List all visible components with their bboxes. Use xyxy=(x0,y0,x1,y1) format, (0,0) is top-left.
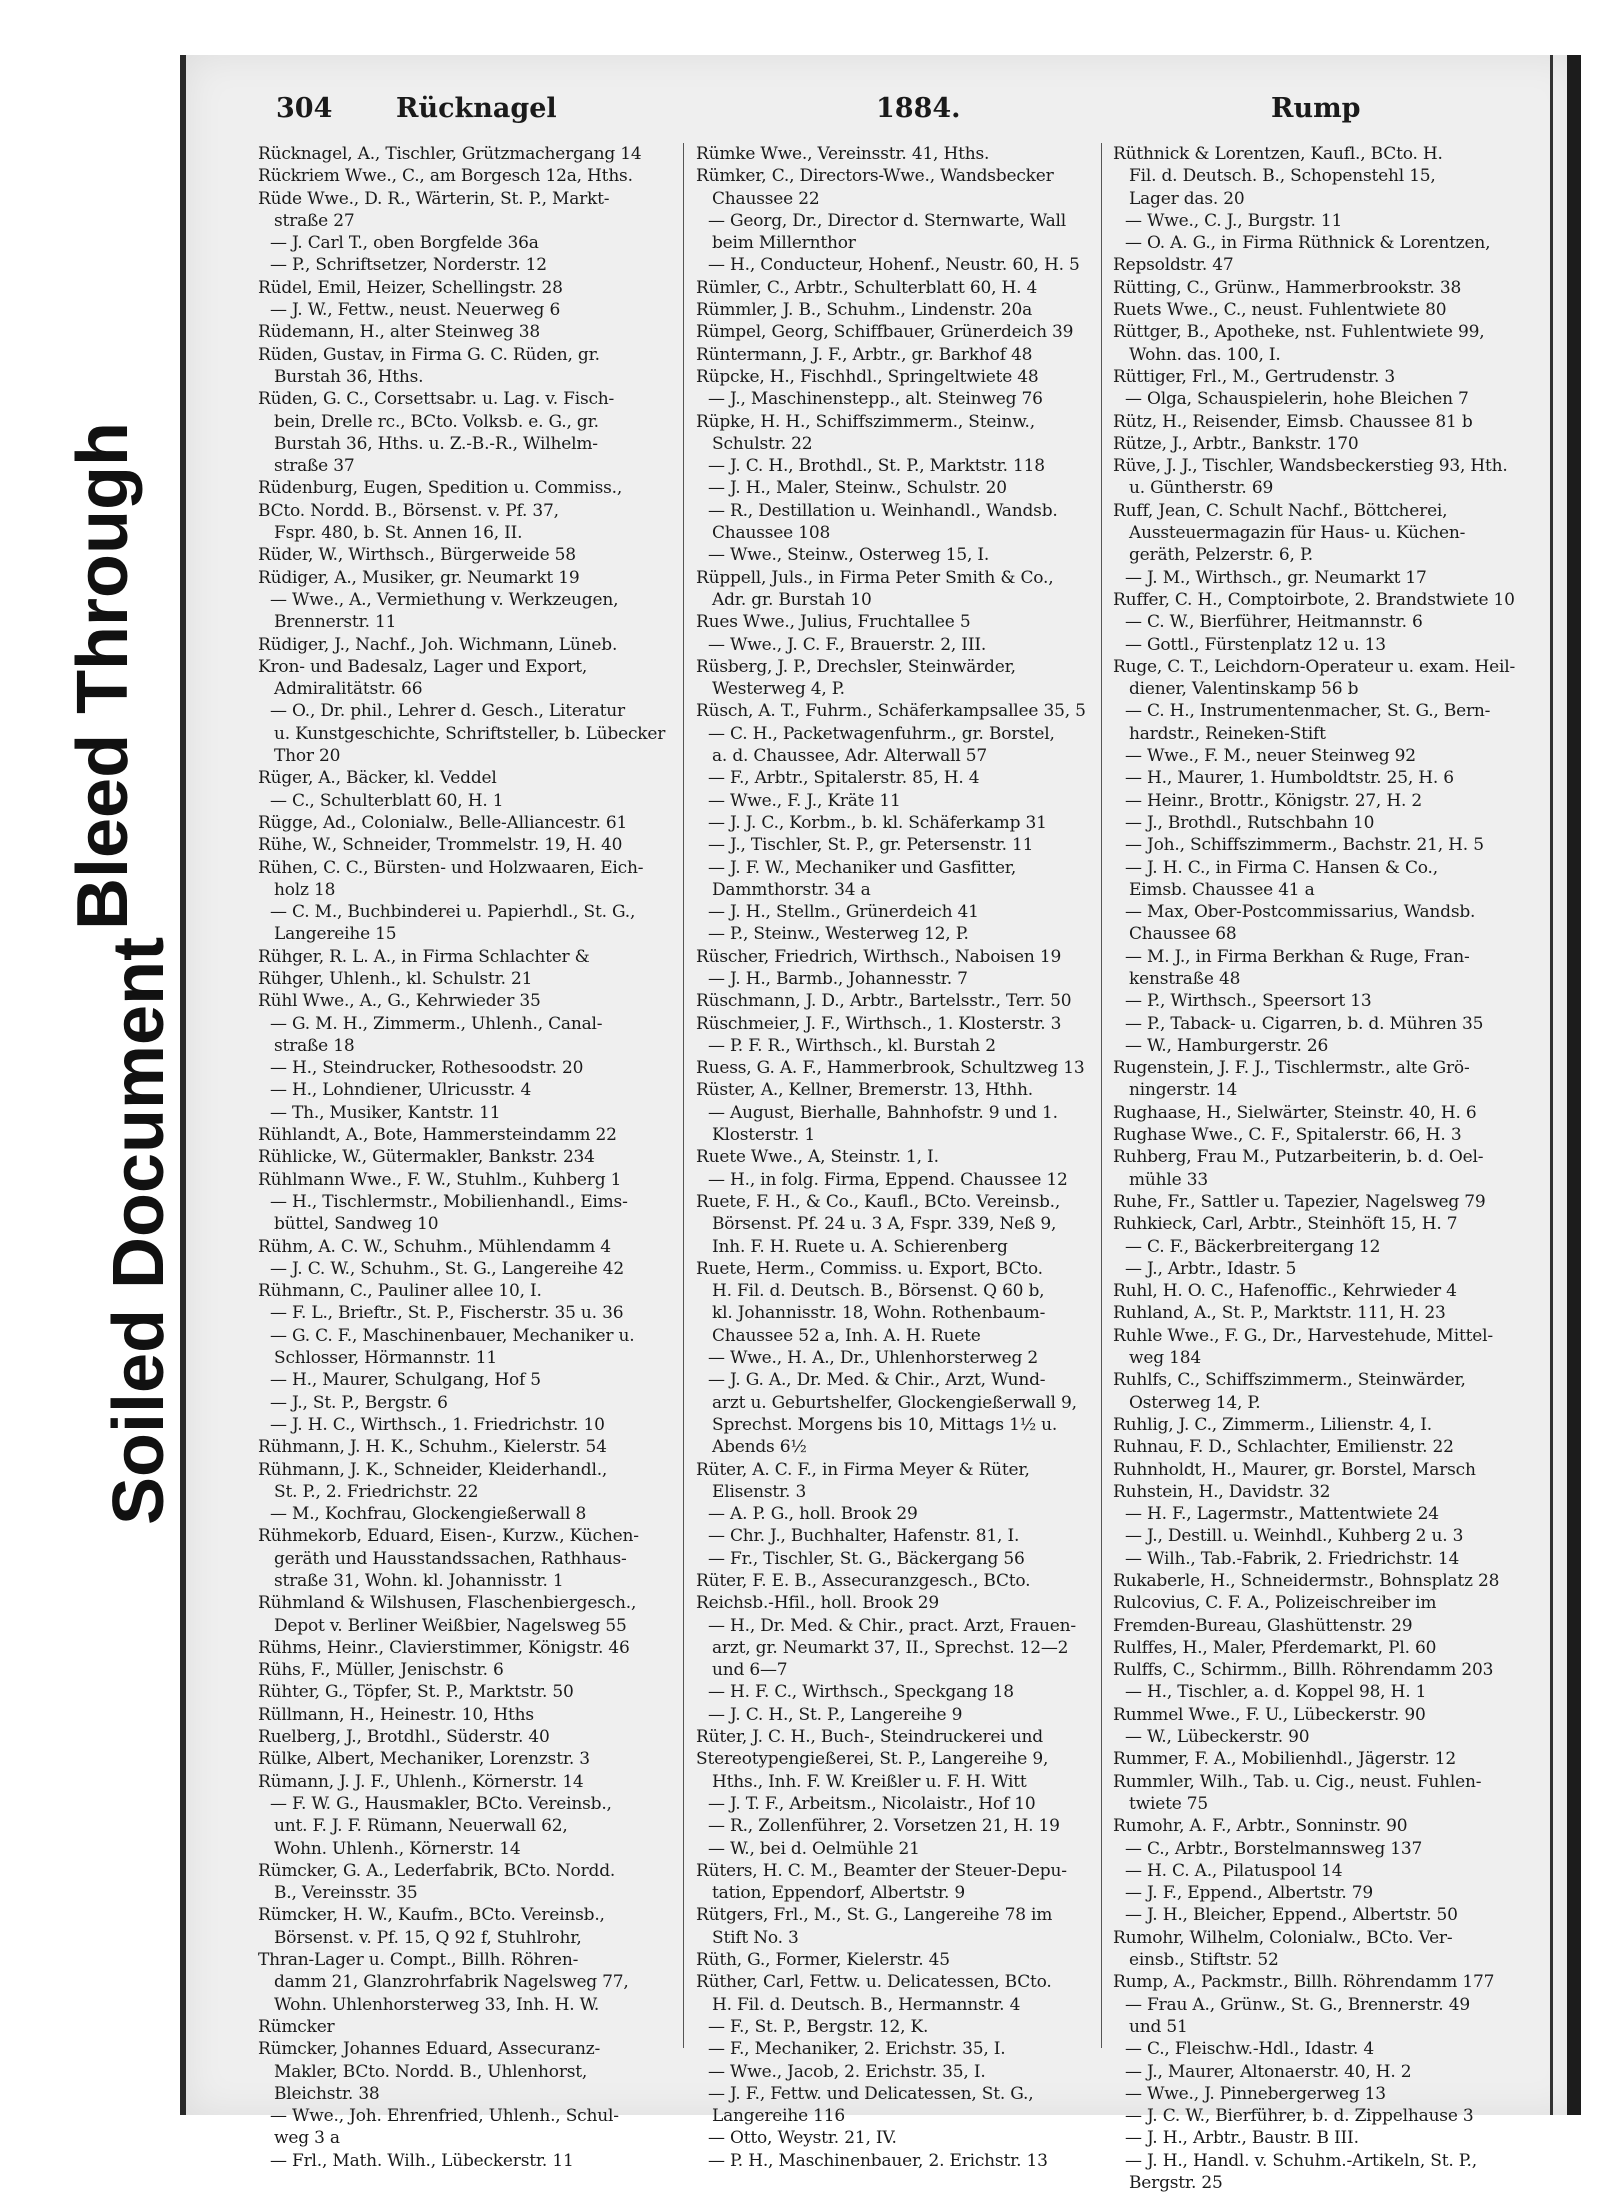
directory-entry-line: mühle 33 xyxy=(1129,1169,1208,1190)
directory-entry-line: Ruff, Jean, C. Schult Nachf., Böttcherei, xyxy=(1113,500,1448,521)
directory-entry-line: Börsenst. v. Pf. 15, Q 92 f, Stuhlrohr, xyxy=(274,1927,582,1948)
directory-entry-line: Ruhstein, H., Davidstr. 32 xyxy=(1113,1481,1331,1502)
directory-entry-line: Rüdemann, H., alter Steinweg 38 xyxy=(258,322,540,343)
directory-entry-line: — J., Tischler, St. P., gr. Petersenstr. 11 xyxy=(708,835,1034,856)
directory-column-1 xyxy=(258,143,673,2172)
directory-entry-line: Bleichstr. 38 xyxy=(274,2083,380,2104)
directory-entry-line: — H., in folg. Firma, Eppend. Chaussee 12 xyxy=(708,1169,1068,1190)
directory-entry-line: Ruhlfs, C., Schiffszimmerm., Steinwärder, xyxy=(1113,1370,1466,1391)
directory-entry-line: — Olga, Schauspielerin, hohe Bleichen 7 xyxy=(1125,389,1469,410)
directory-entry-line: — H. F. C., Wirthsch., Speckgang 18 xyxy=(708,1682,1014,1703)
directory-entry-line: — H., Tischler, a. d. Koppel 98, H. 1 xyxy=(1125,1682,1427,1703)
directory-entry-line: — P., Taback- u. Cigarren, b. d. Mühren 35 xyxy=(1125,1013,1484,1034)
directory-entry-line: Rues Wwe., Julius, Fruchtallee 5 xyxy=(696,612,971,633)
directory-entry-line: Rüdiger, A., Musiker, gr. Neumarkt 19 xyxy=(258,567,580,588)
directory-entry-line: — P. F. R., Wirthsch., kl. Burstah 2 xyxy=(708,1035,996,1056)
directory-entry-line: — J. H. C., Wirthsch., 1. Friedrichstr. 10 xyxy=(270,1414,605,1435)
directory-entry-line: Rüter, J. C. H., Buch-, Steindruckerei und xyxy=(696,1727,1043,1748)
directory-entry-line: Rüder, W., Wirthsch., Bürgerweide 58 xyxy=(258,545,576,566)
directory-entry-line: Rümmler, J. B., Schuhm., Lindenstr. 20a xyxy=(696,300,1033,321)
directory-column-2 xyxy=(696,143,1111,2172)
directory-entry-line: Sprechst. Morgens bis 10, Mittags 1½ u. xyxy=(712,1414,1058,1435)
directory-entry-line: — F. W. G., Hausmakler, BCto. Vereinsb., xyxy=(270,1793,612,1814)
directory-entry-line: Rücknagel, A., Tischler, Grützmachergang 14 xyxy=(258,144,642,164)
directory-entry-line: — J. F., Fettw. und Delicatessen, St. G., xyxy=(708,2083,1034,2104)
directory-entry-line: — H., Tischlermstr., Mobilienhandl., Eims- xyxy=(270,1191,628,1212)
directory-entry-line: Rütting, C., Grünw., Hammerbrookstr. 38 xyxy=(1113,277,1462,298)
directory-entry-line: — H. F., Lagermstr., Mattentwiete 24 xyxy=(1125,1504,1439,1525)
directory-entry-line: beim Millernthor xyxy=(712,233,856,254)
directory-entry-line: Rüter, F. E. B., Assecuranzgesch., BCto. xyxy=(696,1571,1031,1591)
directory-entry-line: Bergstr. 25 xyxy=(1129,2173,1223,2194)
directory-entry-line: geräth, Pelzerstr. 6, P. xyxy=(1129,545,1313,566)
directory-entry-line: Rückriem Wwe., C., am Borgesch 12a, Hths. xyxy=(258,166,633,187)
directory-entry-line: — J. H. C., in Firma C. Hansen & Co., xyxy=(1125,857,1438,878)
directory-entry-line: Rulcovius, C. F. A., Polizeischreiber im xyxy=(1113,1593,1437,1614)
directory-entry-line: — O. A. G., in Firma Rüthnick & Lorentzen, xyxy=(1125,233,1491,254)
directory-entry-line: straße 27 xyxy=(274,210,355,231)
directory-entry-line: — H., Maurer, 1. Humboldtstr. 25, H. 6 xyxy=(1125,768,1454,789)
directory-entry-line: — G. C. F., Maschinenbauer, Mechaniker u. xyxy=(270,1325,635,1346)
directory-entry-line: Ruete, Herm., Commiss. u. Export, BCto. xyxy=(696,1258,1043,1279)
directory-entry-line: — J. H., Bleicher, Eppend., Albertstr. 50 xyxy=(1125,1905,1458,1926)
directory-entry-line: Ruhnau, F. D., Schlachter, Emilienstr. 22 xyxy=(1113,1437,1454,1458)
directory-entry-line: holz 18 xyxy=(274,879,336,900)
directory-entry-line: Ruge, C. T., Leichdorn-Operateur u. exam. Heil- xyxy=(1113,656,1516,677)
directory-entry-line: kl. Johannisstr. 18, Wohn. Rothenbaum- xyxy=(712,1303,1046,1324)
directory-entry-line: — Wwe., C. J., Burgstr. 11 xyxy=(1125,210,1343,231)
directory-entry-line: Ruete Wwe., A, Steinstr. 1, I. xyxy=(696,1147,939,1168)
directory-entry-line: Chaussee 22 xyxy=(712,188,820,209)
directory-entry-line: — Wwe., Steinw., Osterweg 15, I. xyxy=(708,545,990,566)
directory-entry-line: — J. M., Wirthsch., gr. Neumarkt 17 xyxy=(1125,567,1427,588)
directory-entry-line: — J. H., Barmb., Johannesstr. 7 xyxy=(708,968,968,989)
directory-entry-line: Inh. F. H. Ruete u. A. Schierenberg xyxy=(712,1236,1008,1257)
directory-entry-line: twiete 75 xyxy=(1129,1793,1209,1814)
directory-entry-line: Ruelberg, J., Brotdhl., Süderstr. 40 xyxy=(258,1727,550,1748)
directory-entry-line: Rüttger, B., Apotheke, nst. Fuhlentwiete 99, xyxy=(1113,322,1485,343)
directory-entry-line: — M., Kochfrau, Glockengießerwall 8 xyxy=(270,1504,587,1525)
directory-entry-line: büttel, Sandweg 10 xyxy=(274,1214,439,1235)
directory-entry-line: — Frl., Math. Wilh., Lübeckerstr. 11 xyxy=(270,2150,574,2171)
directory-entry-line: — J. H., Maler, Steinw., Schulstr. 20 xyxy=(708,478,1007,499)
directory-entry-line: Rüllmann, H., Heinestr. 10, Hths xyxy=(258,1704,534,1725)
directory-entry-line: Langereihe 15 xyxy=(274,924,397,945)
directory-entry-line: Wohn. Uhlenh., Körnerstr. 14 xyxy=(274,1838,521,1859)
bleed-through-label: Bleed Through xyxy=(63,422,143,930)
directory-entry-line: B., Vereinsstr. 35 xyxy=(274,1883,418,1904)
directory-entry-line: Langereihe 116 xyxy=(712,2106,846,2127)
directory-entry-line: — F. L., Brieftr., St. P., Fischerstr. 35 u. 36 xyxy=(270,1303,624,1324)
directory-entry-line: Adr. gr. Burstah 10 xyxy=(712,589,872,610)
directory-entry-line: Hths., Inh. F. W. Kreißler u. F. H. Witt xyxy=(712,1771,1027,1792)
directory-entry-line: — Wwe., H. A., Dr., Uhlenhorsterweg 2 xyxy=(708,1348,1039,1369)
directory-entry-line: Abends 6½ xyxy=(712,1437,807,1458)
directory-entry-line: Rühm, A. C. W., Schuhm., Mühlendamm 4 xyxy=(258,1236,611,1257)
directory-entry-line: Rüters, H. C. M., Beamter der Steuer-Depu- xyxy=(696,1860,1067,1881)
directory-entry-line: Kron- und Badesalz, Lager und Export, xyxy=(258,656,588,677)
directory-entry-line: — H., Maurer, Schulgang, Hof 5 xyxy=(270,1370,541,1391)
directory-entry-line: — Wwe., Jacob, 2. Erichstr. 35, I. xyxy=(708,2061,986,2082)
directory-entry-line: Ruhle Wwe., F. G., Dr., Harvestehude, Mittel- xyxy=(1113,1325,1493,1346)
directory-entry-line: — Joh., Schiffszimmerm., Bachstr. 21, H. 5 xyxy=(1125,835,1484,856)
directory-entry-line: — Wwe., F. M., neuer Steinweg 92 xyxy=(1125,746,1416,767)
directory-entry-line: — P. H., Maschinenbauer, 2. Erichstr. 13 xyxy=(708,2150,1048,2171)
directory-entry-line: Rüschmann, J. D., Arbtr., Bartelsstr., Terr. 50 xyxy=(696,991,1072,1012)
directory-entry-line: — P., Schriftsetzer, Norderstr. 12 xyxy=(270,255,547,276)
directory-entry-line: und 6—7 xyxy=(712,1660,788,1681)
directory-entry-line: diener, Valentinskamp 56 b xyxy=(1129,679,1359,700)
directory-entry-line: Rummler, Wilh., Tab. u. Cig., neust. Fuhlen- xyxy=(1113,1771,1482,1792)
directory-entry-line: Rüthnick & Lorentzen, Kaufl., BCto. H. xyxy=(1113,144,1443,164)
directory-entry-line: Rülke, Albert, Mechaniker, Lorenzstr. 3 xyxy=(258,1749,590,1770)
directory-entry-line: Rügge, Ad., Colonialw., Belle-Alliancestr. 61 xyxy=(258,812,628,833)
directory-entry-line: — J., St. P., Bergstr. 6 xyxy=(270,1392,448,1413)
directory-entry-line: Reichsb.-Hfil., holl. Brook 29 xyxy=(696,1593,940,1614)
directory-entry-line: Rüther, Carl, Fettw. u. Delicatessen, BCto. xyxy=(696,1972,1052,1993)
directory-entry-line: straße 18 xyxy=(274,1035,355,1056)
directory-entry-line: — J. F., Eppend., Albertstr. 79 xyxy=(1125,1883,1374,1904)
directory-entry-line: Rugenstein, J. F. J., Tischlermstr., alte Grö- xyxy=(1113,1058,1470,1079)
directory-entry-line: Aussteuermagazin für Haus- u. Küchen- xyxy=(1129,523,1466,544)
directory-entry-line: — R., Zollenführer, 2. Vorsetzen 21, H. 19 xyxy=(708,1816,1060,1837)
directory-entry-line: Ruete, F. H., & Co., Kaufl., BCto. Vereinsb., xyxy=(696,1191,1061,1212)
directory-entry-line: Rüppell, Juls., in Firma Peter Smith & Co., xyxy=(696,567,1054,588)
directory-entry-line: Burstah 36, Hths. xyxy=(274,366,424,387)
directory-entry-line: — A. P. G., holl. Brook 29 xyxy=(708,1504,918,1525)
directory-entry-line: Ruess, G. A. F., Hammerbrook, Schultzweg 13 xyxy=(696,1058,1085,1079)
directory-entry-line: — P., Wirthsch., Speersort 13 xyxy=(1125,991,1372,1012)
directory-entry-line: — J. C. H., St. P., Langereihe 9 xyxy=(708,1704,963,1725)
directory-entry-line: — J., Maschinenstepp., alt. Steinweg 76 xyxy=(708,389,1043,410)
directory-entry-line: — J., Arbtr., Idastr. 5 xyxy=(1125,1258,1297,1279)
directory-entry-line: H. Fil. d. Deutsch. B., Hermannstr. 4 xyxy=(712,1994,1021,2015)
directory-entry-line: Fremden-Bureau, Glashüttenstr. 29 xyxy=(1113,1615,1413,1636)
directory-entry-line: Rümann, J. J. F., Uhlenh., Körnerstr. 14 xyxy=(258,1771,584,1792)
directory-entry-line: Eimsb. Chaussee 41 a xyxy=(1129,879,1315,900)
directory-entry-line: — C. H., Packetwagenfuhrm., gr. Borstel, xyxy=(708,723,1055,744)
directory-entry-line: Chaussee 68 xyxy=(1129,924,1237,945)
directory-entry-line: Rüter, A. C. F., in Firma Meyer & Rüter, xyxy=(696,1459,1030,1480)
directory-entry-line: — Heinr., Brottr., Königstr. 27, H. 2 xyxy=(1125,790,1422,811)
page-number: 304 xyxy=(276,93,333,124)
directory-entry-line: — C. F., Bäckerbreitergang 12 xyxy=(1125,1236,1381,1257)
directory-entry-line: Elisenstr. 3 xyxy=(712,1481,807,1502)
directory-column-3 xyxy=(1113,143,1518,2194)
directory-entry-line: Depot v. Berliner Weißbier, Nagelsweg 55 xyxy=(274,1615,627,1636)
directory-entry-line: Wohn. Uhlenhorsterweg 33, Inh. H. W. xyxy=(274,1994,600,2015)
page-edge-shadow xyxy=(1567,55,1581,2115)
directory-entry-line: Rühger, R. L. A., in Firma Schlachter & xyxy=(258,946,590,967)
directory-entry-line: — C., Arbtr., Borstelmannsweg 137 xyxy=(1125,1838,1423,1859)
directory-entry-line: geräth und Hausstandssachen, Rathhaus- xyxy=(274,1548,627,1569)
directory-entry-line: — Wwe., Joh. Ehrenfried, Uhlenh., Schul- xyxy=(270,2106,619,2127)
directory-entry-line: Rütgers, Frl., M., St. G., Langereihe 78 im xyxy=(696,1905,1053,1926)
directory-entry-line: — F., Mechaniker, 2. Erichstr. 35, I. xyxy=(708,2039,1006,2060)
directory-entry-line: — J., Destill. u. Weinhdl., Kuhberg 2 u. 3 xyxy=(1125,1526,1464,1547)
directory-entry-line: Rüschmeier, J. F., Wirthsch., 1. Klosterstr. 3 xyxy=(696,1013,1062,1034)
directory-entry-line: Rüster, A., Kellner, Bremerstr. 13, Hthh. xyxy=(696,1080,1033,1101)
directory-entry-line: — C., Fleischw.-Hdl., Idastr. 4 xyxy=(1125,2039,1374,2060)
directory-entry-line: — C. H., Instrumentenmacher, St. G., Bern- xyxy=(1125,701,1491,722)
directory-entry-line: — H., Steindrucker, Rothesoodstr. 20 xyxy=(270,1058,584,1079)
directory-entry-line: — Chr. J., Buchhalter, Hafenstr. 81, I. xyxy=(708,1526,1020,1547)
directory-entry-line: Thran-Lager u. Compt., Billh. Röhren- xyxy=(258,1950,579,1971)
directory-entry-line: Rüve, J. J., Tischler, Wandsbeckerstieg 93, Hth. xyxy=(1113,456,1508,477)
directory-entry-line: Ruhl, H. O. C., Hafenoffic., Kehrwieder 4 xyxy=(1113,1281,1457,1302)
directory-entry-line: Rühl Wwe., A., G., Kehrwieder 35 xyxy=(258,991,541,1012)
directory-entry-line: Admiralitätstr. 66 xyxy=(274,679,423,700)
directory-entry-line: Rühter, G., Töpfer, St. P., Marktstr. 50 xyxy=(258,1682,574,1703)
directory-entry-line: Rümker, C., Directors-Wwe., Wandsbecker xyxy=(696,166,1054,187)
directory-entry-line: Rüscher, Friedrich, Wirthsch., Naboisen 19 xyxy=(696,946,1062,967)
directory-entry-line: Rummer, F. A., Mobilienhdl., Jägerstr. 12 xyxy=(1113,1749,1456,1770)
directory-entry-line: tation, Eppendorf, Albertstr. 9 xyxy=(712,1883,966,1904)
directory-entry-line: — C. M., Buchbinderei u. Papierhdl., St. G., xyxy=(270,902,636,923)
directory-entry-line: — Wwe., F. J., Kräte 11 xyxy=(708,790,901,811)
directory-entry-line: — J. C. W., Bierführer, b. d. Zippelhause 3 xyxy=(1125,2106,1474,2127)
directory-entry-line: Rümpel, Georg, Schiffbauer, Grünerdeich 39 xyxy=(696,322,1074,343)
directory-entry-line: — G. M. H., Zimmerm., Uhlenh., Canal- xyxy=(270,1013,603,1034)
directory-entry-line: kenstraße 48 xyxy=(1129,968,1241,989)
directory-entry-line: Rüth, G., Former, Kielerstr. 45 xyxy=(696,1950,950,1971)
directory-entry-line: Rüsch, A. T., Fuhrm., Schäferkampsallee 35, 5 xyxy=(696,701,1086,722)
directory-entry-line: Rümcker, Johannes Eduard, Assecuranz- xyxy=(258,2039,600,2060)
directory-entry-line: Rühen, C. C., Bürsten- und Holzwaaren, Eich- xyxy=(258,857,644,878)
directory-entry-line: — J. C. H., Brothdl., St. P., Marktstr. 118 xyxy=(708,456,1045,477)
directory-entry-line: St. P., 2. Friedrichstr. 22 xyxy=(274,1481,479,1502)
directory-entry-line: — J., Maurer, Altonaerstr. 40, H. 2 xyxy=(1125,2061,1412,2082)
directory-entry-line: — Frau A., Grünw., St. G., Brennerstr. 49 xyxy=(1125,1994,1470,2015)
directory-entry-line: — August, Bierhalle, Bahnhofstr. 9 und 1. xyxy=(708,1102,1058,1123)
directory-entry-line: Schulstr. 22 xyxy=(712,433,813,454)
directory-entry-line: — P., Steinw., Westerweg 12, P. xyxy=(708,924,969,945)
directory-entry-line: Rühmland & Wilshusen, Flaschenbiergesch., xyxy=(258,1593,637,1614)
directory-entry-line: — J. H., Arbtr., Baustr. B III. xyxy=(1125,2128,1359,2149)
directory-entry-line: — Wwe., J. C. F., Brauerstr. 2, III. xyxy=(708,634,987,655)
directory-entry-line: Rüger, A., Bäcker, kl. Veddel xyxy=(258,768,497,789)
directory-entry-line: Dammthorstr. 34 a xyxy=(712,879,871,900)
directory-entry-line: — Wwe., A., Vermiethung v. Werkzeugen, xyxy=(270,589,619,610)
directory-entry-line: — H. C. A., Pilatuspool 14 xyxy=(1125,1860,1343,1881)
directory-entry-line: hardstr., Reineken-Stift xyxy=(1129,723,1326,744)
directory-entry-line: Thor 20 xyxy=(274,746,341,767)
directory-entry-line: — Otto, Weystr. 21, IV. xyxy=(708,2128,897,2149)
directory-entry-line: straße 31, Wohn. kl. Johannisstr. 1 xyxy=(274,1571,564,1591)
directory-entry-line: Fspr. 480, b. St. Annen 16, II. xyxy=(274,523,523,544)
directory-entry-line: — Gottl., Fürstenplatz 12 u. 13 xyxy=(1125,634,1386,655)
directory-entry-line: u. Güntherstr. 69 xyxy=(1129,478,1274,499)
directory-entry-line: a. d. Chaussee, Adr. Alterwall 57 xyxy=(712,746,988,767)
directory-entry-line: Rump, A., Packmstr., Billh. Röhrendamm 177 xyxy=(1113,1972,1495,1993)
directory-entry-line: Wohn. das. 100, I. xyxy=(1129,344,1281,365)
directory-entry-line: Ruhkieck, Carl, Arbtr., Steinhöft 15, H. 7 xyxy=(1113,1214,1458,1235)
directory-entry-line: Rümcker xyxy=(258,2016,335,2037)
directory-entry-line: — Max, Ober-Postcommissarius, Wandsb. xyxy=(1125,902,1476,923)
directory-entry-line: Ruhe, Fr., Sattler u. Tapezier, Nagelsweg 79 xyxy=(1113,1191,1486,1212)
directory-entry-line: Rühlmann Wwe., F. W., Stuhlm., Kuhberg 1 xyxy=(258,1169,622,1190)
directory-entry-line: Ruhland, A., St. P., Marktstr. 111, H. 23 xyxy=(1113,1303,1446,1324)
directory-entry-line: einsb., Stiftstr. 52 xyxy=(1129,1950,1279,1971)
directory-entry-line: Rümke Wwe., Vereinsstr. 41, Hths. xyxy=(696,144,990,164)
directory-entry-line: arzt, gr. Neumarkt 37, II., Sprechst. 12—2 xyxy=(712,1637,1069,1658)
directory-entry-line: ningerstr. 14 xyxy=(1129,1080,1238,1101)
running-head-right: Rump xyxy=(1271,93,1361,124)
directory-entry-line: Brennerstr. 11 xyxy=(274,612,397,633)
directory-entry-line: Rühger, Uhlenh., kl. Schulstr. 21 xyxy=(258,968,533,989)
directory-entry-line: — C. W., Bierführer, Heitmannstr. 6 xyxy=(1125,612,1423,633)
directory-entry-line: — F., Arbtr., Spitalerstr. 85, H. 4 xyxy=(708,768,980,789)
directory-entry-line: Stereotypengießerei, St. P., Langereihe 9, xyxy=(696,1749,1049,1770)
directory-entry-line: Fil. d. Deutsch. B., Schopenstehl 15, xyxy=(1129,166,1436,187)
directory-entry-line: Rütz, H., Reisender, Eimsb. Chaussee 81 b xyxy=(1113,411,1473,432)
directory-entry-line: — J. W., Fettw., neust. Neuerweg 6 xyxy=(270,300,561,321)
directory-entry-line: — H., Conducteur, Hohenf., Neustr. 60, H. 5 xyxy=(708,255,1080,276)
directory-entry-line: — H., Lohndiener, Ulricusstr. 4 xyxy=(270,1080,532,1101)
directory-entry-line: Westerweg 4, P. xyxy=(712,679,845,700)
directory-entry-line: Rüden, Gustav, in Firma G. C. Rüden, gr. xyxy=(258,344,600,365)
directory-entry-line: — Wilh., Tab.-Fabrik, 2. Friedrichstr. 14 xyxy=(1125,1548,1460,1569)
directory-entry-line: weg 184 xyxy=(1129,1348,1201,1369)
directory-entry-line: — W., Lübeckerstr. 90 xyxy=(1125,1727,1310,1748)
directory-entry-line: Osterweg 14, P. xyxy=(1129,1392,1261,1413)
directory-entry-line: Rüpke, H. H., Schiffszimmerm., Steinw., xyxy=(696,411,1035,432)
directory-entry-line: Rüdenburg, Eugen, Spedition u. Commiss., xyxy=(258,478,623,499)
directory-entry-line: — Wwe., J. Pinnebergerweg 13 xyxy=(1125,2083,1386,2104)
directory-entry-line: straße 37 xyxy=(274,456,355,477)
directory-entry-line: arzt u. Geburtshelfer, Glockengießerwall 9, xyxy=(712,1392,1077,1413)
directory-entry-line: Rümcker, G. A., Lederfabrik, BCto. Nordd. xyxy=(258,1860,616,1881)
directory-entry-line: Chaussee 108 xyxy=(712,523,831,544)
directory-entry-line: u. Kunstgeschichte, Schriftsteller, b. Lübecker xyxy=(274,723,666,744)
directory-entry-line: Repsoldstr. 47 xyxy=(1113,255,1234,276)
page-edge-line xyxy=(1550,55,1553,2115)
directory-entry-line: — M. J., in Firma Berkhan & Ruge, Fran- xyxy=(1125,946,1470,967)
directory-entry-line: Rüsberg, J. P., Drechsler, Steinwärder, xyxy=(696,656,1016,677)
directory-entry-line: Rühs, F., Müller, Jenischstr. 6 xyxy=(258,1660,504,1681)
directory-entry-line: bein, Drelle rc., BCto. Volksb. e. G., gr. xyxy=(274,411,599,432)
directory-entry-line: — J. Carl T., oben Borgfelde 36a xyxy=(270,233,539,254)
directory-entry-line: Rütze, J., Arbtr., Bankstr. 170 xyxy=(1113,433,1359,454)
directory-entry-line: Rüttiger, Frl., M., Gertrudenstr. 3 xyxy=(1113,366,1396,387)
directory-entry-line: Rulffs, C., Schirmm., Billh. Röhrendamm 203 xyxy=(1113,1660,1494,1681)
directory-entry-line: — J. F. W., Mechaniker und Gasfitter, xyxy=(708,857,1017,878)
directory-entry-line: — Fr., Tischler, St. G., Bäckergang 56 xyxy=(708,1548,1025,1569)
directory-entry-line: BCto. Nordd. B., Börsenst. v. Pf. 37, xyxy=(258,500,559,521)
directory-entry-line: Rüdiger, J., Nachf., Joh. Wichmann, Lüneb. xyxy=(258,634,618,655)
directory-entry-line: Rulffes, H., Maler, Pferdemarkt, Pl. 60 xyxy=(1113,1637,1437,1658)
directory-entry-line: Rühlandt, A., Bote, Hammersteindamm 22 xyxy=(258,1125,617,1146)
directory-entry-line: — J. J. C., Korbm., b. kl. Schäferkamp 31 xyxy=(708,812,1047,833)
directory-entry-line: — J. G. A., Dr. Med. & Chir., Arzt, Wund- xyxy=(708,1370,1046,1391)
directory-entry-line: und 51 xyxy=(1129,2016,1188,2037)
directory-entry-line: Lager das. 20 xyxy=(1129,188,1245,209)
directory-entry-line: — R., Destillation u. Weinhandl., Wandsb. xyxy=(708,500,1058,521)
directory-entry-line: Stift No. 3 xyxy=(712,1927,799,1948)
directory-entry-line: — C., Schulterblatt 60, H. 1 xyxy=(270,790,504,811)
running-head-left: Rücknagel xyxy=(396,93,557,124)
directory-entry-line: weg 3 a xyxy=(274,2128,340,2149)
directory-entry-line: Rughase Wwe., C. F., Spitalerstr. 66, H. 3 xyxy=(1113,1125,1462,1146)
directory-entry-line: Rummel Wwe., F. U., Lübeckerstr. 90 xyxy=(1113,1704,1426,1725)
directory-entry-line: Klosterstr. 1 xyxy=(712,1125,815,1146)
directory-entry-line: Schlosser, Hörmannstr. 11 xyxy=(274,1348,497,1369)
directory-entry-line: — H., Dr. Med. & Chir., pract. Arzt, Frauen- xyxy=(708,1615,1076,1636)
directory-entry-line: Rümler, C., Arbtr., Schulterblatt 60, H. 4 xyxy=(696,277,1038,298)
directory-entry-line: Ruffer, C. H., Comptoirbote, 2. Brandstwiete 10 xyxy=(1113,589,1515,610)
directory-entry-line: Rüntermann, J. F., Arbtr., gr. Barkhof 48 xyxy=(696,344,1033,365)
directory-entry-line: Rüde Wwe., D. R., Wärterin, St. P., Markt- xyxy=(258,188,610,209)
directory-entry-line: Rumohr, A. F., Arbtr., Sonninstr. 90 xyxy=(1113,1816,1408,1837)
directory-entry-line: Rumohr, Wilhelm, Colonialw., BCto. Ver- xyxy=(1113,1927,1453,1948)
directory-entry-line: damm 21, Glanzrohrfabrik Nagelsweg 77, xyxy=(274,1972,629,1993)
directory-entry-line: Rughaase, H., Sielwärter, Steinstr. 40, H. 6 xyxy=(1113,1102,1477,1123)
year-header: 1884. xyxy=(876,93,961,124)
directory-entry-line: Rühmann, J. H. K., Schuhm., Kielerstr. 54 xyxy=(258,1437,607,1458)
directory-entry-line: Ruets Wwe., C., neust. Fuhlentwiete 80 xyxy=(1113,300,1447,321)
directory-entry-line: — F., St. P., Bergstr. 12, K. xyxy=(708,2016,929,2037)
directory-entry-line: — J., Brothdl., Rutschbahn 10 xyxy=(1125,812,1375,833)
directory-entry-line: Rühe, W., Schneider, Trommelstr. 19, H. 40 xyxy=(258,835,623,856)
directory-entry-line: — J. H., Handl. v. Schuhm.-Artikeln, St. P., xyxy=(1125,2150,1477,2171)
soiled-document-label: Soiled Document xyxy=(99,936,179,1525)
directory-entry-line: Chaussee 52 a, Inh. A. H. Ruete xyxy=(712,1325,981,1346)
directory-entry-line: Rühms, Heinr., Clavierstimmer, Königstr. 46 xyxy=(258,1637,630,1658)
directory-entry-line: — Georg, Dr., Director d. Sternwarte, Wall xyxy=(708,210,1066,231)
directory-entry-line: — Th., Musiker, Kantstr. 11 xyxy=(270,1102,501,1123)
directory-entry-line: — W., Hamburgerstr. 26 xyxy=(1125,1035,1329,1056)
directory-entry-line: Makler, BCto. Nordd. B., Uhlenhorst, xyxy=(274,2061,588,2082)
directory-entry-line: Rüpcke, H., Fischhdl., Springeltwiete 48 xyxy=(696,366,1039,387)
directory-entry-line: Ruhberg, Frau M., Putzarbeiterin, b. d. Oel- xyxy=(1113,1147,1484,1168)
directory-entry-line: — O., Dr. phil., Lehrer d. Gesch., Literatur xyxy=(270,701,625,722)
directory-entry-line: Ruhnholdt, H., Maurer, gr. Borstel, Marsch xyxy=(1113,1459,1476,1480)
column-rule xyxy=(683,143,684,2048)
directory-entry-line: — J. C. W., Schuhm., St. G., Langereihe 42 xyxy=(270,1258,625,1279)
directory-entry-line: Rüdel, Emil, Heizer, Schellingstr. 28 xyxy=(258,277,563,298)
directory-entry-line: Rümcker, H. W., Kaufm., BCto. Vereinsb., xyxy=(258,1905,605,1926)
directory-entry-line: Rüden, G. C., Corsettsabr. u. Lag. v. Fisch- xyxy=(258,389,615,410)
directory-entry-line: H. Fil. d. Deutsch. B., Börsenst. Q 60 b, xyxy=(712,1281,1045,1302)
directory-entry-line: Rühmekorb, Eduard, Eisen-, Kurzw., Küchen- xyxy=(258,1526,639,1547)
directory-entry-line: Rukaberle, H., Schneidermstr., Bohnsplatz 28 xyxy=(1113,1571,1500,1591)
directory-entry-line: Burstah 36, Hths. u. Z.-B.-R., Wilhelm- xyxy=(274,433,598,454)
directory-entry-line: Rühmann, J. K., Schneider, Kleiderhandl., xyxy=(258,1459,608,1480)
directory-entry-line: Rühlicke, W., Gütermakler, Bankstr. 234 xyxy=(258,1147,595,1168)
directory-entry-line: — J. T. F., Arbeitsm., Nicolaistr., Hof 10 xyxy=(708,1793,1036,1814)
directory-entry-line: Rühmann, C., Pauliner allee 10, I. xyxy=(258,1281,542,1302)
directory-entry-line: — J. H., Stellm., Grünerdeich 41 xyxy=(708,902,979,923)
directory-entry-line: Ruhlig, J. C., Zimmerm., Lilienstr. 4, I. xyxy=(1113,1414,1432,1435)
directory-entry-line: unt. F. J. F. Rümann, Neuerwall 62, xyxy=(274,1816,568,1837)
directory-entry-line: — W., bei d. Oelmühle 21 xyxy=(708,1838,920,1859)
scanned-directory-page xyxy=(180,55,1581,2194)
directory-entry-line: Börsenst. Pf. 24 u. 3 A, Fspr. 339, Neß 9, xyxy=(712,1214,1057,1235)
